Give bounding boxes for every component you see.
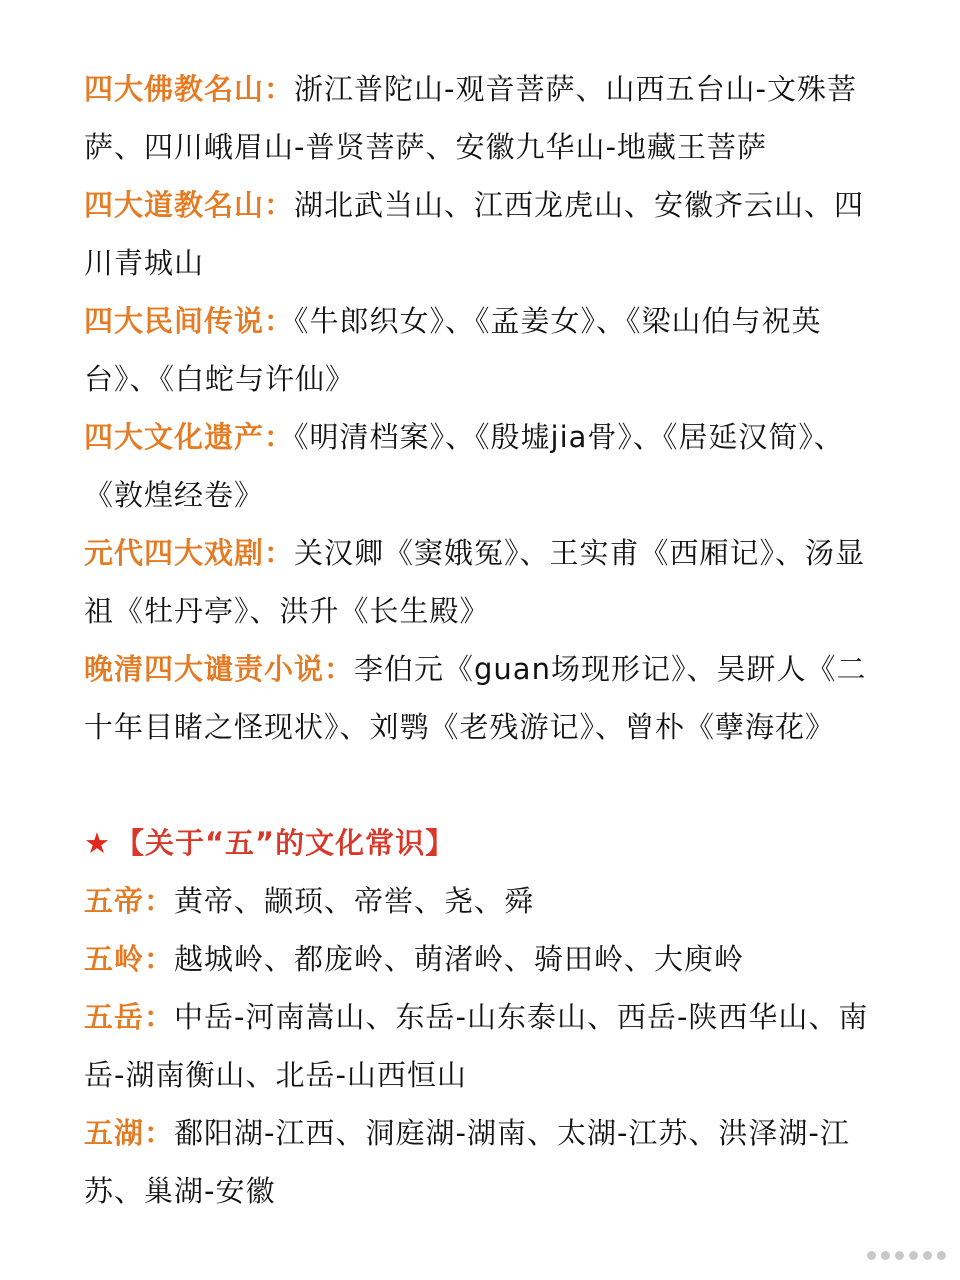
entry-label: 五岳： [84,1000,175,1034]
entry-late-qing-novels [84,640,884,756]
entry-label: 五岭： [84,942,175,976]
page-indicator [867,1251,946,1260]
page-dot [881,1251,890,1260]
entry-label: 四大佛教名山： [84,72,295,106]
page-dot [909,1251,918,1260]
entry-label: 晚清四大谴责小说： [84,652,355,686]
page-dot [867,1251,876,1260]
entry-text: 《牛郎织女》、《孟姜女》、《梁山伯与祝英台》、《白蛇与许仙》 [84,304,822,396]
entry-label: 元代四大戏剧： [84,536,295,570]
entry-label: 五湖： [84,1116,175,1150]
entry-text: 李伯元《guan场现形记》、吴趼人《二十年目睹之怪现状》、刘鹗《老残游记》、曾朴《孽海花》 [84,652,867,744]
entry-text: 湖北武当山、江西龙虎山、安徽齐云山、四川青城山 [84,188,865,280]
entry-five-mountains [84,988,884,1104]
entry-text: 黄帝、颛顼、帝喾、尧、舜 [174,884,535,918]
entry-taoist-mountains [84,176,884,292]
document-page [84,60,884,1220]
page-dot [937,1251,946,1260]
entry-five-ridges [84,930,884,988]
entry-folk-legends [84,292,884,408]
entry-buddhist-mountains [84,60,884,176]
star-icon: ★ [84,826,111,860]
entry-text: 鄱阳湖-江西、洞庭湖-湖南、太湖-江苏、洪泽湖-江苏、巢湖-安徽 [84,1116,850,1208]
entry-text: 中岳-河南嵩山、东岳-山东泰山、西岳-陕西华山、南岳-湖南衡山、北岳-山西恒山 [84,1000,869,1092]
entry-text: 越城岭、都庞岭、萌渚岭、骑田岭、大庾岭 [174,942,745,976]
entry-five-lakes [84,1104,884,1220]
entry-text: 关汉卿《窦娥冤》、王实甫《西厢记》、汤显祖《牡丹亭》、洪升《长生殿》 [84,536,866,628]
entry-yuan-dramas [84,524,884,640]
entry-label: 四大文化遗产： [84,420,295,454]
section-heading-text: 【关于“五”的文化常识】 [115,826,456,860]
page-dot [895,1251,904,1260]
entry-label: 四大道教名山： [84,188,295,222]
entry-five-emperors [84,872,884,930]
entry-label: 五帝： [84,884,175,918]
entry-text: 浙江普陀山-观音菩萨、山西五台山-文殊菩萨、四川峨眉山-普贤菩萨、安徽九华山-地藏王菩萨 [84,72,857,164]
page-dot [923,1251,932,1260]
entry-cultural-heritage [84,408,884,524]
section-heading [84,814,884,872]
entry-label: 四大民间传说： [84,304,295,338]
entry-text: 《明清档案》、《殷墟jia骨》、《居延汉简》、《敦煌经卷》 [84,420,844,512]
